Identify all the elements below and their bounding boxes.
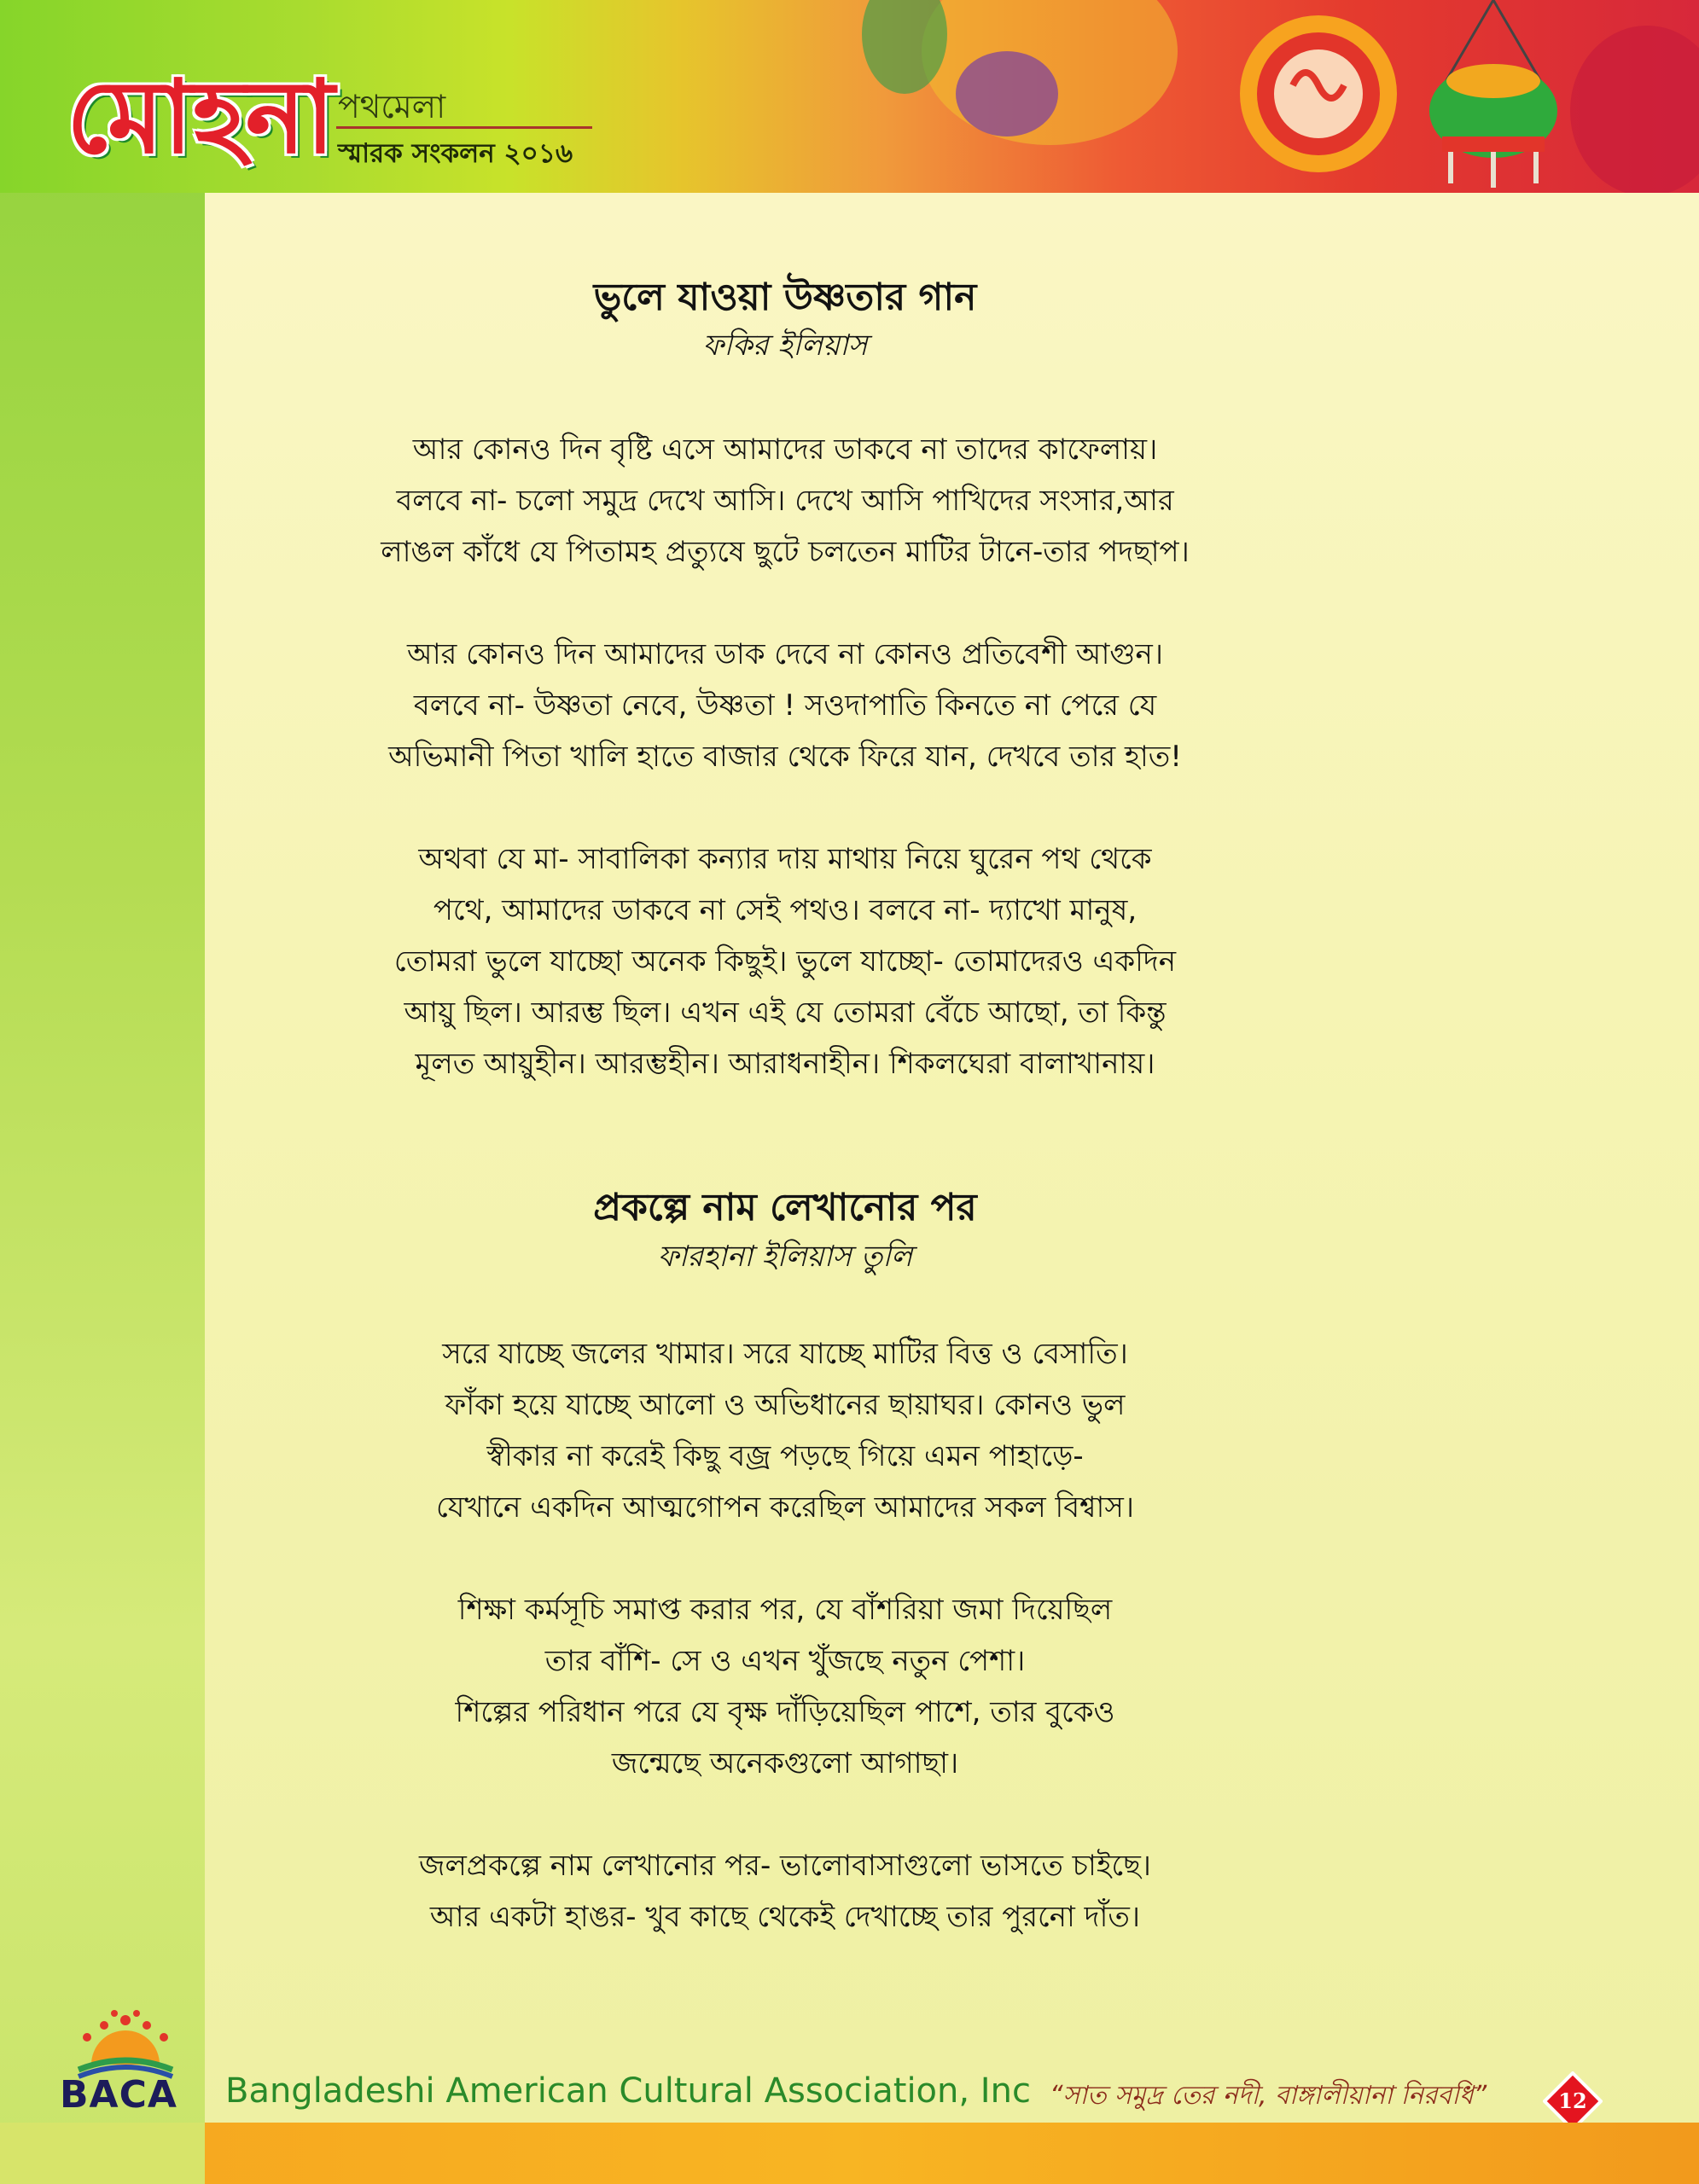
stanza bbox=[205, 629, 1365, 782]
poem-body bbox=[205, 424, 1365, 1089]
stanza bbox=[205, 1328, 1365, 1533]
poem-line: আর একটা হাঙর- খুব কাছে থেকেই দেখাচ্ছে তার পুরনো দাঁত। bbox=[429, 1899, 1141, 1934]
poem-line: জলপ্রকল্পে নাম লেখানোর পর- ভালোবাসাগুলো ভাসতে চাইছে। bbox=[419, 1848, 1151, 1883]
header-subtitle-bottom: স্মারক সংকলন ২০১৬ bbox=[338, 138, 573, 169]
poem-line: বলবে না- উষ্ণতা নেবে, উষ্ণতা ! সওদাপাতি কিনতে না পেরে যে bbox=[413, 688, 1157, 723]
header-divider bbox=[336, 126, 592, 129]
poem-line: ফাঁকা হয়ে যাচ্ছে আলো ও অভিধানের ছায়াঘর। কোনও ভুল bbox=[445, 1387, 1126, 1422]
header-subtitle-top: পথমেলা bbox=[338, 88, 446, 125]
poem-line: মূলত আয়ুহীন। আরম্ভহীন। আরাধনাহীন। শিকলঘেরা বালাখানায়। bbox=[415, 1047, 1155, 1082]
stanza bbox=[205, 834, 1365, 1089]
poem-author: ফকির ইলিয়াস bbox=[702, 328, 868, 363]
poem-line: স্বীকার না করেই কিছু বজ্র পড়ছে গিয়ে এমন পাহাড়ে- bbox=[486, 1438, 1084, 1473]
page-number: 12 bbox=[1558, 2088, 1587, 2113]
footer-motto: “সাত সমুদ্র তের নদী, বাঙ্গালীয়ানা নিরবধি” bbox=[1050, 2081, 1487, 2111]
poem-line: যেখানে একদিন আত্মগোপন করেছিল আমাদের সকল বিশ্বাস। bbox=[435, 1490, 1135, 1525]
poem-author: ফারহানা ইলিয়াস তুলি bbox=[657, 1239, 913, 1274]
poem-line: শিল্পের পরিধান পরে যে বৃক্ষ দাঁড়িয়েছিল পাশে, তার বুকেও bbox=[455, 1694, 1115, 1729]
poem-line: জন্মেছে অনেকগুলো আগাছা। bbox=[611, 1745, 959, 1780]
poem-line: আর কোনও দিন বৃষ্টি এসে আমাদের ডাকবে না তাদের কাফেলায়। bbox=[412, 433, 1158, 468]
page-header bbox=[0, 0, 1699, 193]
baca-label: BACA bbox=[60, 2073, 177, 2117]
stanza bbox=[205, 424, 1365, 578]
magazine-logo: মোহনা bbox=[67, 57, 335, 176]
poem-line: সরে যাচ্ছে জলের খামার। সরে যাচ্ছে মাটির বিত্ত ও বেসাতি। bbox=[442, 1336, 1128, 1371]
poem-title: প্রকল্পে নাম লেখানোর পর bbox=[593, 1186, 977, 1230]
poem-line: আর কোনও দিন আমাদের ডাক দেবে না কোনও প্রতিবেশী আগুন। bbox=[406, 637, 1164, 672]
poem-line: তোমরা ভুলে যাচ্ছো অনেক কিছুই। ভুলে যাচ্ছো- তোমাদেরও একদিন bbox=[393, 944, 1177, 979]
poem-line: শিক্ষা কর্মসূচি সমাপ্ত করার পর, যে বাঁশরিয়া জমা দিয়েছিল bbox=[457, 1592, 1113, 1627]
poem-line: পথে, আমাদের ডাকবে না সেই পথও। বলবে না- দ্যাখো মানুষ, bbox=[433, 893, 1138, 928]
poem-line: বলবে না- চলো সমুদ্র দেখে আসি। দেখে আসি পাখিদের সংসার,আর bbox=[396, 484, 1174, 519]
poem bbox=[205, 273, 1365, 1089]
page-content bbox=[205, 256, 1365, 1943]
left-color-band bbox=[0, 0, 205, 2184]
poem-title: ভুলে যাওয়া উষ্ণতার গান bbox=[593, 276, 977, 319]
stanza bbox=[205, 1840, 1365, 1943]
poem-line: আয়ু ছিল। আরম্ভ ছিল। এখন এই যে তোমরা বেঁচে আছো, তা কিন্তু bbox=[404, 996, 1167, 1031]
poem bbox=[205, 1183, 1365, 1942]
poem-body bbox=[205, 1328, 1365, 1943]
stanza bbox=[205, 1584, 1365, 1789]
poem-line: লাঙল কাঁধে যে পিতামহ প্রত্যুষে ছুটে চলতেন মাটির টানে-তার পদছাপ। bbox=[381, 535, 1190, 570]
poem-line: অথবা যে মা- সাবালিকা কন্যার দায় মাথায় নিয়ে ঘুরেন পথ থেকে bbox=[418, 842, 1152, 877]
footer-strip-left bbox=[0, 2123, 205, 2184]
poem-line: অভিমানী পিতা খালি হাতে বাজার থেকে ফিরে যান, দেখবে তার হাত! bbox=[388, 740, 1182, 775]
footer-organization: Bangladeshi American Cultural Association, Inc bbox=[225, 2071, 1031, 2111]
poem-line: তার বাঁশি- সে ও এখন খুঁজছে নতুন পেশা। bbox=[544, 1643, 1026, 1678]
footer-strip bbox=[0, 2123, 1699, 2184]
